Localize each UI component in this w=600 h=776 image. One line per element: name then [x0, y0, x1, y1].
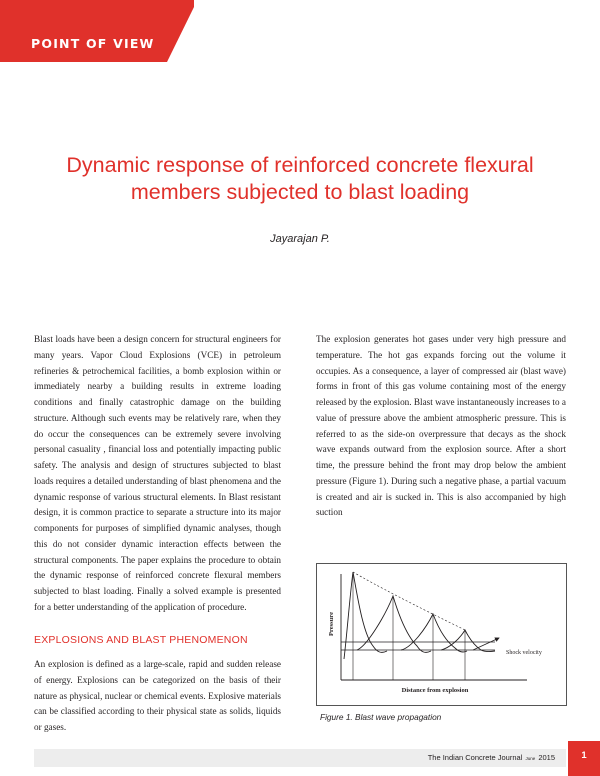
- title-line-1: Dynamic response of reinforced concrete flexural: [66, 153, 534, 177]
- title-line-2: members subjected to blast loading: [130, 180, 470, 204]
- section-paragraph: An explosion is defined as a large-scale, rapid and sudden release of energy. Explosions can be categorized on the basis of their nature as physical, nuclear or chemical events. Explosive materials can be classified according to their physical state as solids, liquids or gases.: [34, 659, 281, 732]
- wave-3: [401, 614, 467, 652]
- issue-month: June: [525, 755, 536, 761]
- wave-2: [357, 596, 431, 652]
- blast-wave-diagram: [317, 564, 568, 707]
- left-column: [34, 332, 281, 616]
- journal-name: The Indian Concrete Journal: [427, 753, 523, 762]
- header-corner-band: [0, 0, 200, 62]
- article-title: [30, 152, 570, 206]
- y-axis-label: Pressure: [328, 612, 335, 636]
- shock-velocity-label: Shock velocity: [506, 650, 542, 656]
- right-paragraph: The explosion generates hot gases under very high pressure and temperature. The hot gas expands forcing out the volume it occupies. As a consequence, a layer of compressed air (blast wave) forms in front of this gas volume containing most of the energy released by the explosion. Blast wave instantaneously increases to a value of pressure above the ambient atmospheric pressure. This is referred to as the side-on overpressure that decays as the shock wave expands outward from the explosion source. After a short time, the pressure behind the front may drop below the ambient pressure (Figure 1). During such a negative phase, a partial vacuum is created and air is sucked in. This is also accompanied by high suction: [316, 334, 566, 518]
- wave-1: [344, 572, 387, 659]
- section-label: POINT OF VIEW: [31, 36, 155, 51]
- right-column: [316, 332, 566, 521]
- header-corner-shape: [0, 0, 194, 62]
- issue-year: 2015: [538, 753, 555, 762]
- section-heading: EXPLOSIONS AND BLAST PHENOMENON: [34, 634, 248, 646]
- author-name: Jayarajan P.: [270, 233, 330, 245]
- left-column-section: [34, 657, 281, 736]
- intro-paragraph: Blast loads have been a design concern for structural engineers for many years. Vapor Cloud Explosions (VCE) in petroleum refineries & petrochemical facilities, a bomb explosion within or immediately nearby a building results in extreme loading conditions and finally catastrophic damage on the building structure. Although such events may be relatively rare, when they do occur the consequences can be extremely severe involving personal casuality , financial loss and potentially impacting public safety. The analysis and design of structures subjected to blast loads requires a detailed understanding of blast phenomena and the dynamic response of various structural elements. In Blast resistant design, it is common practice to separate a structure into its major components for purposes of simplified dynamic analyses, though this do not consider dynamic interaction effects between the structural components. The paper explains the procedure to obtain the dynamic response of reinforced concrete flexural members subjected to blast loading. Finally a solved example is presented for a better understanding of the application of procedure.: [34, 334, 281, 612]
- peak-envelope: [353, 572, 465, 630]
- figure-caption: Figure 1. Blast wave propagation: [320, 712, 442, 722]
- footer-text: [428, 753, 555, 762]
- wave-4: [441, 630, 495, 652]
- page-number: 1: [581, 750, 587, 761]
- figure-frame: [316, 563, 567, 706]
- x-axis-label: Distance from explosion: [401, 687, 469, 694]
- shock-velocity-arrow: [473, 638, 499, 650]
